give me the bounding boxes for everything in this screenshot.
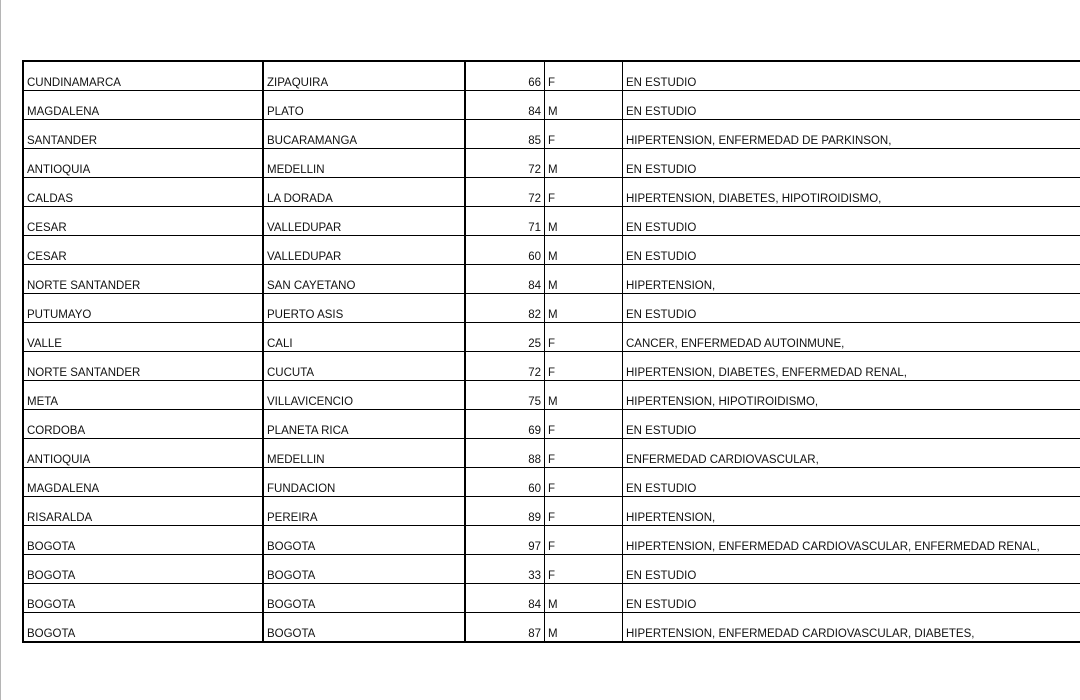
condition-cell: EN ESTUDIO xyxy=(623,294,1080,323)
city-cell: MEDELLIN xyxy=(263,149,465,178)
condition-cell: EN ESTUDIO xyxy=(623,584,1080,613)
sex-cell: M xyxy=(545,91,623,120)
table-row xyxy=(23,468,1080,497)
city-cell: BOGOTA xyxy=(263,613,465,643)
department-cell: SANTANDER xyxy=(23,120,263,149)
age-cell: 60 xyxy=(465,236,545,265)
table-row xyxy=(23,555,1080,584)
department-cell: PUTUMAYO xyxy=(23,294,263,323)
condition-cell: EN ESTUDIO xyxy=(623,410,1080,439)
age-cell: 87 xyxy=(465,613,545,643)
condition-cell: EN ESTUDIO xyxy=(623,207,1080,236)
sex-cell: M xyxy=(545,149,623,178)
age-cell: 97 xyxy=(465,526,545,555)
condition-cell: HIPERTENSION, HIPOTIROIDISMO, xyxy=(623,381,1080,410)
table-row xyxy=(23,352,1080,381)
city-cell: CALI xyxy=(263,323,465,352)
age-cell: 71 xyxy=(465,207,545,236)
age-cell: 60 xyxy=(465,468,545,497)
city-cell: BOGOTA xyxy=(263,584,465,613)
table-row xyxy=(23,526,1080,555)
sex-cell: F xyxy=(545,323,623,352)
sex-cell: M xyxy=(545,584,623,613)
sex-cell: F xyxy=(545,120,623,149)
table-row xyxy=(23,439,1080,468)
sex-cell: F xyxy=(545,178,623,207)
condition-cell: EN ESTUDIO xyxy=(623,61,1080,91)
table-row xyxy=(23,323,1080,352)
city-cell: MEDELLIN xyxy=(263,439,465,468)
age-cell: 88 xyxy=(465,439,545,468)
department-cell: META xyxy=(23,381,263,410)
department-cell: MAGDALENA xyxy=(23,91,263,120)
department-cell: CESAR xyxy=(23,207,263,236)
age-cell: 25 xyxy=(465,323,545,352)
condition-cell: ENFERMEDAD CARDIOVASCULAR, xyxy=(623,439,1080,468)
age-cell: 72 xyxy=(465,352,545,381)
sex-cell: M xyxy=(545,207,623,236)
city-cell: CUCUTA xyxy=(263,352,465,381)
table-row xyxy=(23,497,1080,526)
table-row xyxy=(23,294,1080,323)
sex-cell: F xyxy=(545,468,623,497)
condition-cell: EN ESTUDIO xyxy=(623,555,1080,584)
sex-cell: F xyxy=(545,61,623,91)
city-cell: LA DORADA xyxy=(263,178,465,207)
city-cell: FUNDACION xyxy=(263,468,465,497)
cases-table-body xyxy=(23,61,1080,642)
table-row xyxy=(23,207,1080,236)
condition-cell: HIPERTENSION, DIABETES, ENFERMEDAD RENAL, xyxy=(623,352,1080,381)
table-row xyxy=(23,265,1080,294)
age-cell: 84 xyxy=(465,265,545,294)
department-cell: CORDOBA xyxy=(23,410,263,439)
age-cell: 75 xyxy=(465,381,545,410)
condition-cell: CANCER, ENFERMEDAD AUTOINMUNE, xyxy=(623,323,1080,352)
table-row xyxy=(23,120,1080,149)
age-cell: 84 xyxy=(465,584,545,613)
condition-cell: HIPERTENSION, xyxy=(623,265,1080,294)
department-cell: CUNDINAMARCA xyxy=(23,61,263,91)
condition-cell: HIPERTENSION, DIABETES, HIPOTIROIDISMO, xyxy=(623,178,1080,207)
sex-cell: F xyxy=(545,439,623,468)
table-row xyxy=(23,178,1080,207)
age-cell: 66 xyxy=(465,61,545,91)
department-cell: ANTIOQUIA xyxy=(23,439,263,468)
sex-cell: M xyxy=(545,265,623,294)
city-cell: VALLEDUPAR xyxy=(263,207,465,236)
table-row xyxy=(23,149,1080,178)
age-cell: 82 xyxy=(465,294,545,323)
condition-cell: EN ESTUDIO xyxy=(623,91,1080,120)
age-cell: 84 xyxy=(465,91,545,120)
department-cell: VALLE xyxy=(23,323,263,352)
department-cell: ANTIOQUIA xyxy=(23,149,263,178)
sex-cell: F xyxy=(545,410,623,439)
department-cell: BOGOTA xyxy=(23,584,263,613)
age-cell: 72 xyxy=(465,178,545,207)
table-row xyxy=(23,584,1080,613)
table-row xyxy=(23,613,1080,643)
city-cell: BUCARAMANGA xyxy=(263,120,465,149)
department-cell: RISARALDA xyxy=(23,497,263,526)
department-cell: MAGDALENA xyxy=(23,468,263,497)
table-row xyxy=(23,236,1080,265)
condition-cell: EN ESTUDIO xyxy=(623,236,1080,265)
table-row xyxy=(23,91,1080,120)
sex-cell: F xyxy=(545,555,623,584)
department-cell: NORTE SANTANDER xyxy=(23,265,263,294)
age-cell: 72 xyxy=(465,149,545,178)
department-cell: BOGOTA xyxy=(23,613,263,643)
department-cell: BOGOTA xyxy=(23,555,263,584)
condition-cell: HIPERTENSION, ENFERMEDAD DE PARKINSON, xyxy=(623,120,1080,149)
department-cell: BOGOTA xyxy=(23,526,263,555)
city-cell: VALLEDUPAR xyxy=(263,236,465,265)
age-cell: 33 xyxy=(465,555,545,584)
condition-cell: HIPERTENSION, ENFERMEDAD CARDIOVASCULAR, ENFERMEDAD RENAL, xyxy=(623,526,1080,555)
city-cell: VILLAVICENCIO xyxy=(263,381,465,410)
age-cell: 85 xyxy=(465,120,545,149)
table-row xyxy=(23,381,1080,410)
sex-cell: F xyxy=(545,526,623,555)
sex-cell: F xyxy=(545,497,623,526)
condition-cell: HIPERTENSION, ENFERMEDAD CARDIOVASCULAR, DIABETES, xyxy=(623,613,1080,643)
city-cell: BOGOTA xyxy=(263,555,465,584)
city-cell: BOGOTA xyxy=(263,526,465,555)
sex-cell: M xyxy=(545,381,623,410)
department-cell: CESAR xyxy=(23,236,263,265)
city-cell: PUERTO ASIS xyxy=(263,294,465,323)
age-cell: 89 xyxy=(465,497,545,526)
city-cell: ZIPAQUIRA xyxy=(263,61,465,91)
department-cell: NORTE SANTANDER xyxy=(23,352,263,381)
city-cell: SAN CAYETANO xyxy=(263,265,465,294)
sex-cell: M xyxy=(545,294,623,323)
sex-cell: F xyxy=(545,352,623,381)
condition-cell: EN ESTUDIO xyxy=(623,468,1080,497)
age-cell: 69 xyxy=(465,410,545,439)
city-cell: PEREIRA xyxy=(263,497,465,526)
condition-cell: EN ESTUDIO xyxy=(623,149,1080,178)
table-row xyxy=(23,61,1080,91)
table-row xyxy=(23,410,1080,439)
condition-cell: HIPERTENSION, xyxy=(623,497,1080,526)
sex-cell: M xyxy=(545,236,623,265)
city-cell: PLATO xyxy=(263,91,465,120)
sex-cell: M xyxy=(545,613,623,643)
department-cell: CALDAS xyxy=(23,178,263,207)
city-cell: PLANETA RICA xyxy=(263,410,465,439)
cases-table xyxy=(22,60,1080,643)
